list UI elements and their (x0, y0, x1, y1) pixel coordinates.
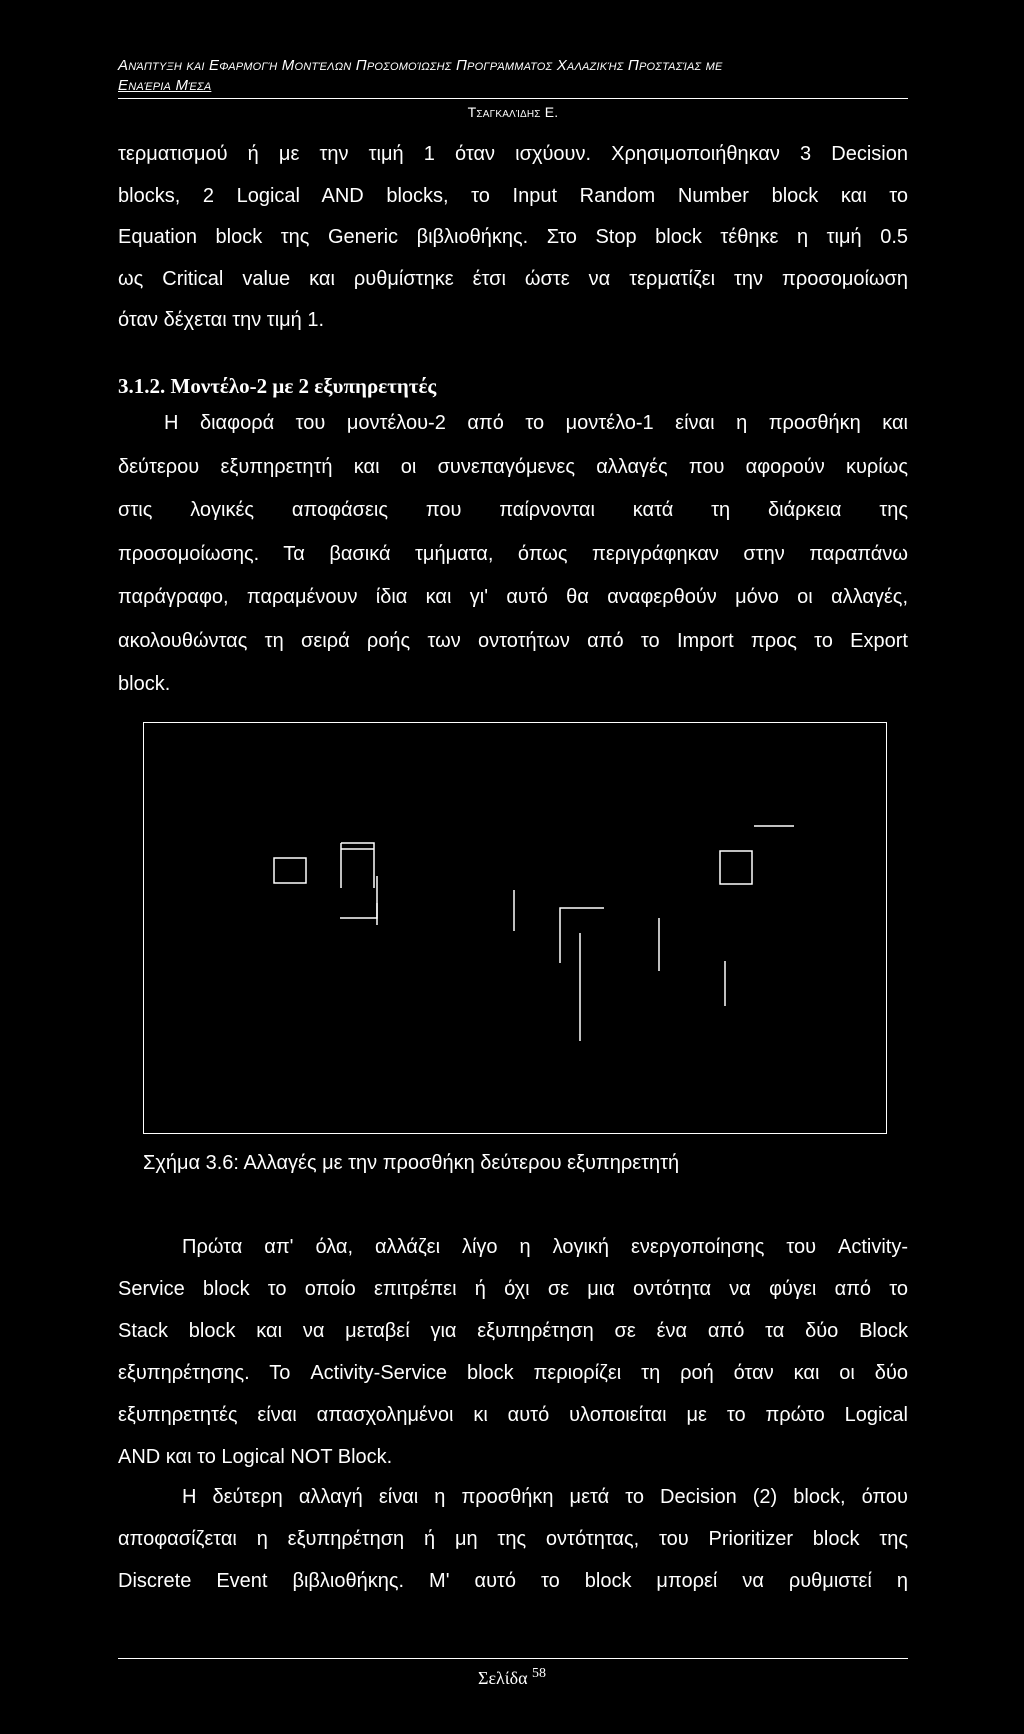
paragraph-line: Service block το οποίο επιτρέπει ή όχι σε μια οντότητα να φύγει από το (118, 1278, 908, 1300)
paragraph-line: παράγραφο, παραμένουν ίδια και γι' αυτό θα αναφερθούν μόνο οι αλλαγές, (118, 586, 908, 608)
figure-caption: Σχήμα 3.6: Αλλαγές με την προσθήκη δεύτερου εξυπηρετητή (143, 1152, 680, 1174)
section-heading (118, 374, 436, 399)
block-shape (341, 843, 374, 888)
paragraph-line: δεύτερου εξυπηρετητή και οι συνεπαγόμενες αλλαγές που αφορούν κυρίως (118, 455, 908, 478)
connector-line (560, 908, 604, 963)
paragraph-line: Η διαφορά του μοντέλου-2 από το μοντέλο-1 είναι η προσθήκη και (164, 412, 908, 434)
running-header (118, 56, 908, 120)
paragraph-line: εξυπηρέτησης. Το Activity-Service block περιορίζει τη ροή όταν και οι δύο (118, 1362, 908, 1384)
paragraph-line: αποφασίζεται η εξυπηρέτηση ή μη της οντότητας, του Prioritizer block της (118, 1528, 908, 1550)
running-author: Τσαγκαλίδης Ε. (467, 104, 559, 120)
paragraph-2 (118, 402, 908, 707)
model-diagram (144, 723, 885, 1132)
paragraph-line: στις λογικές αποφάσεις που παίρνονται κατά τη διάρκεια της (118, 499, 908, 521)
paragraph-1 (118, 134, 908, 342)
paragraph-line: Discrete Event βιβλιοθήκης. Μ' αυτό το block μπορεί να ρυθμιστεί η (118, 1570, 908, 1592)
page-number: 58 (532, 1666, 547, 1681)
section-number: 3.1.2. (118, 374, 166, 398)
paragraph-line: block. (118, 673, 171, 695)
block-shape (720, 851, 752, 884)
running-title-line1: Ανάπτυξη και Εφαρμογή Μοντέλων Προσομοίωσης Προγράμματος Χαλαζικής Προστασίας με (118, 57, 723, 74)
page-footer (0, 1666, 1024, 1689)
paragraph-line: τερματισμού ή με την τιμή 1 όταν ισχύουν. Χρησιμοποιήθηκαν 3 Decision (118, 143, 908, 165)
running-title-line2: Εναέρια Μέσα (118, 77, 212, 94)
paragraph-line: ως Critical value και ρυθμίστηκε έτσι ώστε να τερματίζει την προσομοίωση (118, 267, 908, 290)
paragraph-line: ακολουθώντας τη σειρά ροής των οντοτήτων από το Import προς το Export (118, 629, 908, 652)
paragraph-line: εξυπηρετητές είναι απασχολημένοι κι αυτό υλοποιείται με το πρώτο Logical (118, 1404, 908, 1426)
paragraph-line: Πρώτα απ' όλα, αλλάζει λίγο η λογική ενεργοποίησης του Activity- (182, 1236, 908, 1258)
paragraph-line: blocks, 2 Logical AND blocks, το Input Random Number block και το (118, 184, 908, 207)
paragraph-3 (118, 1226, 908, 1478)
footer-rule (118, 1658, 908, 1659)
block-shape (274, 858, 306, 883)
figure-frame (143, 722, 887, 1134)
paragraph-4 (118, 1476, 908, 1602)
section-title: Μοντέλο-2 με 2 εξυπηρετητές (170, 374, 437, 398)
block-shape (340, 876, 377, 918)
header-rule (118, 98, 908, 99)
paragraph-line: όταν δέχεται την τιμή 1. (118, 309, 325, 331)
paragraph-line: Η δεύτερη αλλαγή είναι η προσθήκη μετά το Decision (2) block, όπου (182, 1486, 908, 1508)
paragraph-line: AND και το Logical NOT Block. (118, 1446, 393, 1468)
paragraph-line: Stack block και να μεταβεί για εξυπηρέτηση σε ένα από τα δύο Block (118, 1320, 908, 1342)
footer-label: Σελίδα (477, 1668, 528, 1688)
paragraph-line: Equation block της Generic βιβλιοθήκης. Στο Stop block τέθηκε η τιμή 0.5 (118, 226, 908, 248)
paragraph-line: προσομοίωσης. Τα βασικά τμήματα, όπως περιγράφηκαν στην παραπάνω (118, 542, 908, 565)
